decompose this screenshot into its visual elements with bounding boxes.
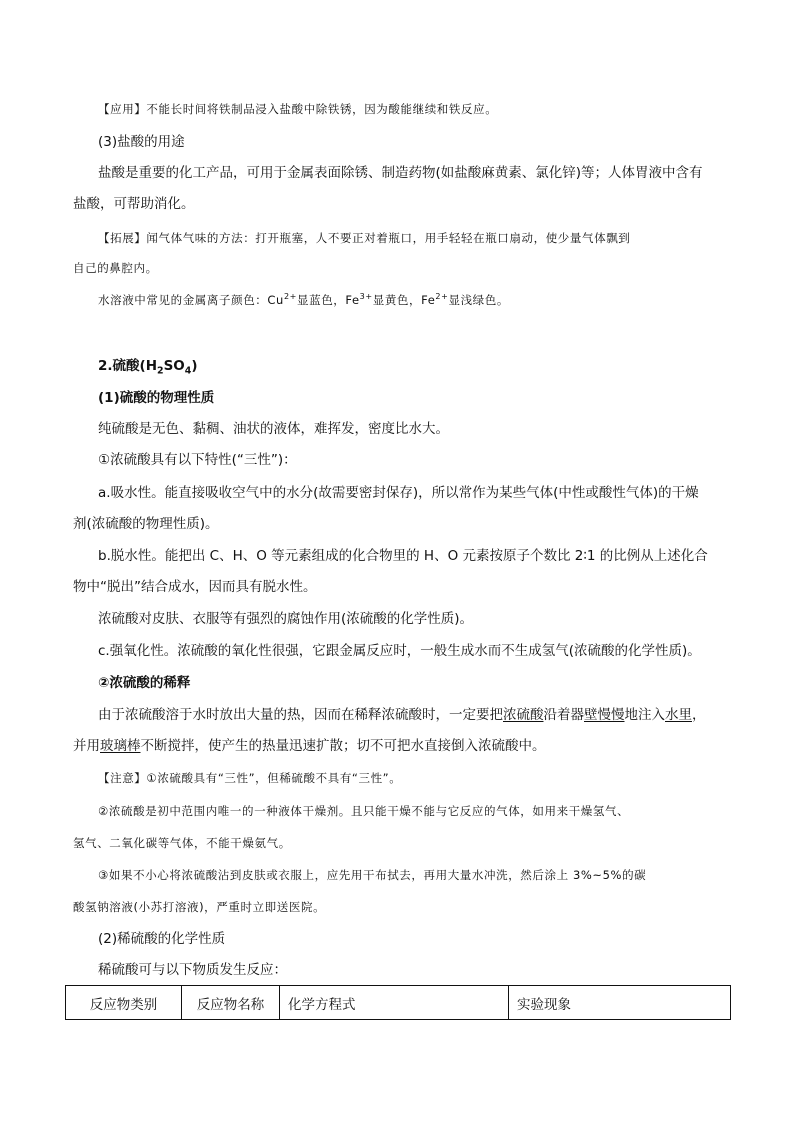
fe2-ion-charge: 2+ [435, 292, 449, 302]
fe3-ion: Fe [345, 293, 360, 307]
extension-note-line2: 自己的鼻腔内。 [73, 261, 158, 275]
cu-ion: Cu [267, 293, 284, 307]
application-tag: 【应用】 [98, 102, 147, 116]
extension-text: 闻气体气味的方法：打开瓶塞，人不要正对着瓶口，用手轻轻在瓶口扇动，使少量气体飘到 [146, 231, 631, 245]
note2-line2: 氢气、二氧化碳等气体，不能干燥氨气。 [73, 836, 291, 850]
dilution-text-d: ， [692, 707, 706, 723]
corrosive-paragraph: 浓硫酸对皮肤、衣服等有强烈的腐蚀作用(浓硫酸的化学性质)。 [98, 611, 474, 627]
dilute-acid-intro: 稀硫酸可与以下物质发生反应： [98, 962, 287, 978]
dilution-underline-slowly: 慢慢 [597, 707, 625, 723]
hygroscopic-line1: a.吸水性。能直接吸收空气中的水分(故需要密封保存)，所以常作为某些气体(中性或酸性气体)的干燥 [98, 485, 699, 501]
table-header-row [66, 986, 731, 1020]
note3-line1: ③如果不小心将浓硫酸沾到皮肤或衣服上，应先用干布拭去，再用大量水冲洗，然后涂上 3%~5%的碳 [98, 868, 647, 882]
dilution-line2 [73, 740, 546, 754]
table-header-cell: 反应物类别 [66, 986, 182, 1020]
hcl-uses-paragraph-line1: 盐酸是重要的化工产品，可用于金属表面除锈、制造药物(如盐酸麻黄素、氯化锌)等；人体胃液中含有 [98, 165, 703, 181]
table-header-cell: 实验现象 [509, 986, 731, 1020]
section-heading-hcl-uses: (3)盐酸的用途 [98, 134, 185, 150]
application-note [98, 104, 497, 116]
ion-colors-intro: 水溶液中常见的金属离子颜色： [98, 293, 268, 307]
dehydrating-line1: b.脱水性。能把出 C、H、O 等元素组成的化合物里的 H、O 元素按原子个数比 2∶1 的比例从上述化合 [98, 548, 708, 564]
dilution-text-f: 不断搅拌，使产生的热量迅速扩散；切不可把水直接倒入浓硫酸中。 [140, 738, 546, 754]
fe2-ion-color: 显浅绿色。 [448, 293, 509, 307]
dehydrating-line2: 物中“脱出”结合成水，因而具有脱水性。 [73, 579, 317, 595]
note2-line1: ②浓硫酸是初中范围内唯一的一种液体干燥剂。且只能干燥不能与它反应的气体，如用来干燥氢气、 [98, 804, 630, 818]
table-header-cell: 反应物名称 [182, 986, 280, 1020]
ion-colors-line [98, 292, 509, 307]
extension-tag: 【拓展】 [98, 231, 147, 245]
note-line1 [98, 773, 401, 785]
cu-ion-charge: 2+ [283, 292, 297, 302]
note1-text: ①浓硫酸具有“三性”，但稀硫酸不具有“三性”。 [146, 771, 402, 785]
dilution-underline-glass-rod: 玻璃棒 [100, 738, 141, 754]
application-text: 不能长时间将铁制品浸入盐酸中除铁锈，因为酸能继续和铁反应。 [146, 102, 498, 116]
dilution-heading: ②浓硫酸的稀释 [98, 675, 191, 691]
reaction-table [65, 985, 731, 1020]
physical-properties-heading: (1)硫酸的物理性质 [98, 390, 215, 406]
dilution-text-c: 地注入 [624, 707, 665, 723]
dilution-underline-water: 水里 [665, 707, 692, 723]
three-properties-intro: ①浓硫酸具有以下特性(“三性”)： [98, 452, 297, 468]
dilution-text-a: 由于浓硫酸溶于水时放出大量的热，因而在稀释浓硫酸时，一定要把 [98, 707, 503, 723]
note3-line2: 酸氢钠溶液(小苏打溶液)，严重时立即送医院。 [73, 900, 326, 914]
hcl-uses-paragraph-line2: 盐酸，可帮助消化。 [73, 196, 195, 212]
fe2-ion: Fe [421, 293, 436, 307]
title-pre: 2.硫酸(H [98, 358, 157, 374]
title-so: SO [163, 358, 185, 374]
oxidizing-line: c.强氧化性。浓硫酸的氧化性很强，它跟金属反应时，一般生成水而不生成氢气(浓硫酸的化学性质)。 [98, 643, 701, 659]
dilute-acid-heading: (2)稀硫酸的化学性质 [98, 931, 226, 947]
title-sub-4: 4 [184, 365, 192, 377]
physical-properties-paragraph: 纯硫酸是无色、黏稠、油状的液体，难挥发，密度比水大。 [98, 421, 449, 437]
title-post: ) [191, 358, 198, 374]
note-tag: 【注意】 [98, 771, 147, 785]
dilution-text-e: 并用 [73, 738, 100, 754]
dilution-underline-wall: 壁 [584, 707, 598, 723]
cu-ion-color: 显蓝色， [297, 293, 346, 307]
title-sub-2: 2 [157, 365, 164, 377]
dilution-underline-acid: 浓硫酸 [503, 707, 544, 723]
extension-note-line1 [98, 233, 630, 245]
dilution-line1 [98, 709, 706, 723]
fe3-ion-color: 显黄色， [372, 293, 422, 307]
table-header-cell: 化学方程式 [280, 986, 509, 1020]
fe3-ion-charge: 3+ [359, 292, 373, 302]
dilution-text-b: 沿着器 [543, 707, 584, 723]
hygroscopic-line2: 剂(浓硫酸的物理性质)。 [73, 516, 219, 532]
sulfuric-acid-title [98, 358, 198, 377]
